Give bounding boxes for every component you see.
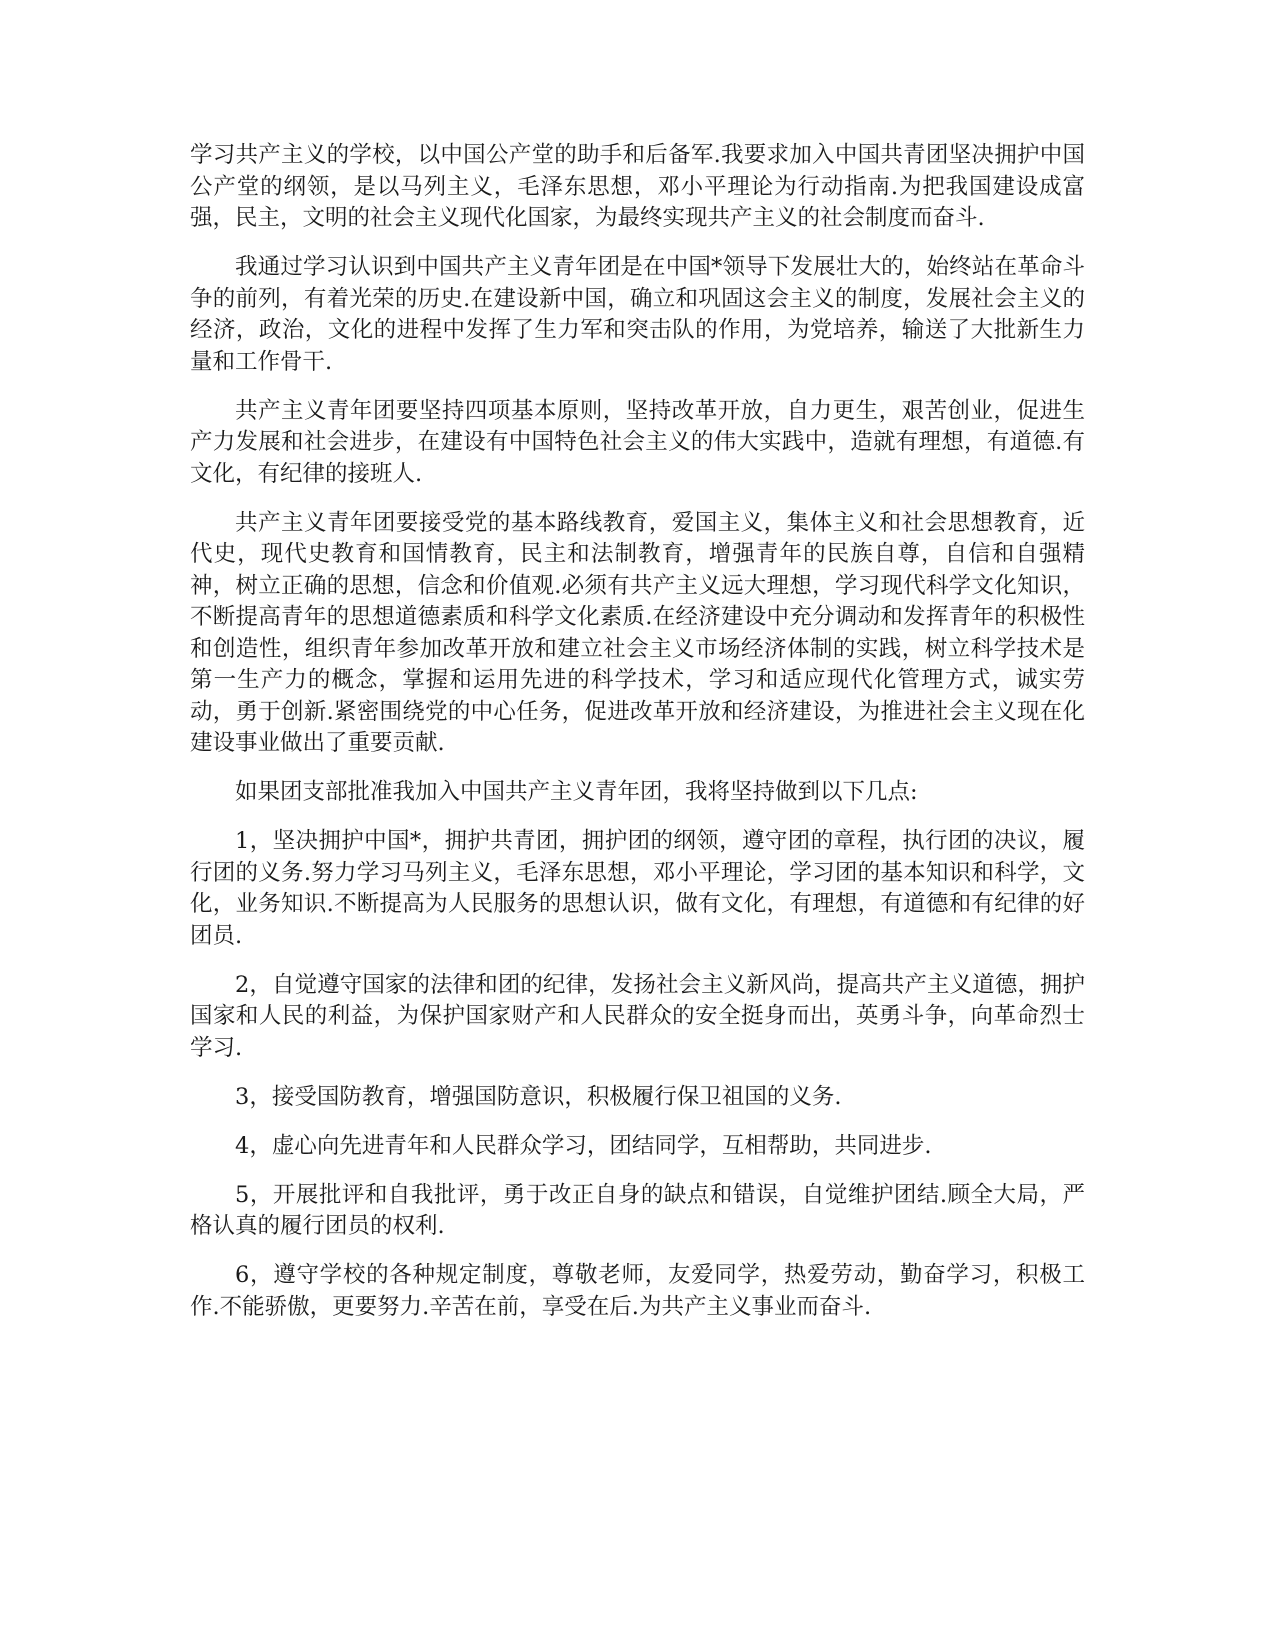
paragraph-3: 共产主义青年团要坚持四项基本原则，坚持改革开放，自力更生，艰苦创业，促进生产力发展和社会进步，在建设有中国特色社会主义的伟大实践中，造就有理想，有道德.有文化，有纪律的接班人. [190,397,1085,487]
paragraph-4: 共产主义青年团要接受党的基本路线教育，爱国主义，集体主义和社会思想教育，近代史，现代史教育和国情教育，民主和法制教育，增强青年的民族自尊，自信和自强精神，树立正确的思想，信念和价值观.必须有共产主义远大理想，学习现代科学文化知识，不断提高青年的思想道德素质和科学文化素质.在经济建设中充分调动和发挥青年的积极性和创造性，组织青年参加改革开放和建立社会主义市场经济体制的实践，树立科学技术是第一生产力的概念，掌握和运用先进的科学技术，学习和适应现代化管理方式，诚实劳动，勇于创新.紧密围绕党的中心任务，促进改革开放和经济建设，为推进社会主义现在化建设事业做出了重要贡献. [190,509,1085,756]
list-item-3: 3，接受国防教育，增强国防意识，积极履行保卫祖国的义务. [235,1083,842,1110]
list-item-5: 5，开展批评和自我批评，勇于改正自身的缺点和错误，自觉维护团结.顾全大局，严格认真的履行团员的权利. [190,1181,1085,1239]
list-item-1: 1，坚决拥护中国*，拥护共青团，拥护团的纲领，遵守团的章程，执行团的决议，履行团的义务.努力学习马列主义，毛泽东思想，邓小平理论，学习团的基本知识和科学，文化，业务知识.不断提高为人民服务的思想认识，做有文化，有理想，有道德和有纪律的好团员. [190,828,1085,949]
list-item-4: 4，虚心向先进青年和人民群众学习，团结同学，互相帮助，共同进步. [235,1132,932,1159]
list-item-2: 2，自觉遵守国家的法律和团的纪律，发扬社会主义新风尚，提高共产主义道德，拥护国家和人民的利益，为保护国家财产和人民群众的安全挺身而出，英勇斗争，向革命烈士学习. [190,971,1085,1061]
paragraph-5: 如果团支部批准我加入中国共产主义青年团，我将坚持做到以下几点: [235,779,918,805]
list-item-6: 6，遵守学校的各种规定制度，尊敬老师，友爱同学，热爱劳动，勤奋学习，积极工作.不能骄傲，更要努力.辛苦在前，享受在后.为共产主义事业而奋斗. [190,1262,1085,1320]
paragraph-2: 我通过学习认识到中国共产主义青年团是在中国*领导下发展壮大的，始终站在革命斗争的前列，有着光荣的历史.在建设新中国，确立和巩固这会主义的制度，发展社会主义的经济，政治，文化的进程中发挥了生力军和突击队的作用，为党培养，输送了大批新生力量和工作骨干. [190,254,1085,375]
document-body [190,140,1085,1341]
paragraph-1: 学习共产主义的学校，以中国公产堂的助手和后备军.我要求加入中国共青团坚决拥护中国公产堂的纲领，是以马列主义，毛泽东思想，邓小平理论为行动指南.为把我国建设成富强，民主，文明的社会主义现代化国家，为最终实现共产主义的社会制度而奋斗. [190,142,1085,231]
